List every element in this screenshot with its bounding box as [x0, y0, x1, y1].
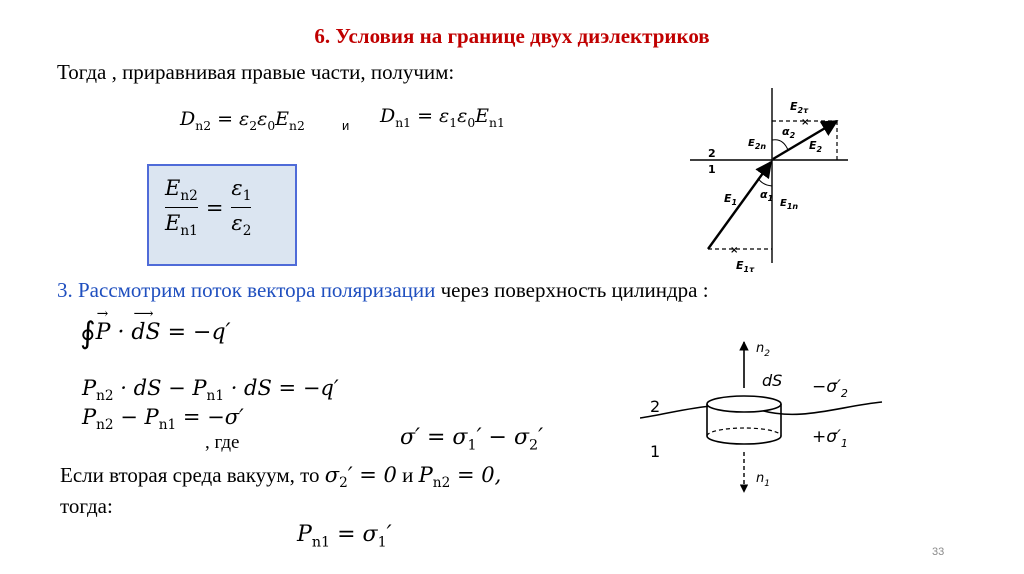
svg-text:E1τ: $E_{1\tau}$ — [736, 259, 755, 274]
svg-text:α2: $\alpha_2$ — [782, 125, 796, 140]
svg-text:−σ′2: $-\sigma'_2$ — [812, 377, 848, 400]
then-word: тогда: — [60, 494, 113, 518]
n2-label: n — [756, 341, 765, 356]
gauss-law-polarization: ∮P → · dS ⟶ = −q′ — [80, 306, 231, 351]
alpha2-arc — [772, 140, 788, 150]
svg-text:E1n: $E_{1n}$ — [780, 198, 799, 211]
svg-text:E1: $E_1$ — [724, 192, 738, 207]
where-word: , где — [205, 432, 240, 453]
svg-text:α1: $\alpha_1$ — [760, 188, 774, 203]
cylinder-top — [707, 396, 781, 412]
equation-p-difference: $P_{n2} - P_{n1} = -\sigma'$ — [82, 405, 244, 434]
e2-label: E — [809, 139, 817, 152]
svg-text:E2n: $E_{2n}$ — [748, 138, 767, 151]
intro-text: Тогда , приравнивая правые части, получим: — [57, 60, 455, 84]
medium-1-label: 1 — [708, 163, 716, 176]
vacuum-line: Если вторая среда вакуум, то $\sigma_2' = 0$ и $P_{n2} = 0$, — [60, 463, 502, 492]
section-3-number: 3. — [57, 278, 73, 302]
ds-label: dS — [762, 371, 783, 390]
field-refraction-diagram — [690, 88, 865, 276]
equation-dn2: $D_{n2} = \varepsilon_2\varepsilon_0E_{n2}$ — [180, 108, 305, 133]
sigma1-label: +σ′ — [812, 427, 841, 447]
equation-conjunction: и — [342, 118, 350, 133]
section-3-rest: через поверхность цилиндра : — [440, 278, 709, 302]
gauss-cylinder-diagram — [640, 330, 885, 500]
boxed-ratio-formula: $\frac{E_{n2}}{E_{n1}}$ = $\frac{\varepsilon_1}{\varepsilon_2}$ — [147, 164, 297, 266]
svg-text:n1: $n_1$ — [756, 471, 770, 489]
page-number: 33 — [932, 546, 945, 558]
e2t-label: E — [790, 100, 798, 113]
and-word: и — [402, 463, 414, 487]
svg-text:×: × — [801, 117, 810, 128]
e1-vector — [708, 162, 774, 249]
equation-sigma: $\sigma' = \sigma_1' - \sigma_2'$ — [400, 425, 544, 454]
svg-text:+σ′1: $+\sigma'_1$ — [812, 427, 848, 450]
cylinder-bottom — [707, 436, 781, 444]
cyl-medium-1-label: 1 — [650, 442, 661, 461]
medium-2-label: 2 — [708, 147, 716, 160]
e1t-label: E — [736, 259, 744, 272]
e1n-label: E — [780, 198, 787, 209]
svg-text:n2: $n_2$ — [756, 341, 770, 359]
e1-label: E — [724, 192, 732, 205]
alpha1-arc — [758, 178, 772, 186]
section-3-highlight: Рассмотрим поток вектора поляризации — [78, 278, 436, 302]
alpha1-label: α — [760, 188, 768, 201]
n1-label: n — [756, 471, 765, 486]
slide-title: 6. Условия на границе двух диэлектриков — [314, 24, 710, 48]
equation-result: $P_{n1} = \sigma_1'$ — [297, 522, 392, 551]
sigma2-label: −σ′ — [812, 377, 841, 397]
svg-text:E2: $E_2$ — [809, 139, 823, 154]
alpha2-label: α — [782, 125, 790, 138]
section-3-heading — [57, 278, 709, 303]
vacuum-text: Если вторая среда вакуум, то — [60, 463, 320, 487]
equation-dn1: $D_{n1} = \varepsilon_1\varepsilon_0E_{n1}$ — [380, 105, 505, 130]
cyl-medium-2-label: 2 — [650, 397, 661, 416]
e2n-label: E — [748, 138, 755, 149]
svg-text:E2τ: $E_{2\tau}$ — [790, 100, 809, 115]
svg-text:×: × — [730, 245, 739, 256]
equation-flux-sum: $P_{n2}$ · dS − $P_{n1}$ · dS = −q′ — [82, 376, 339, 405]
